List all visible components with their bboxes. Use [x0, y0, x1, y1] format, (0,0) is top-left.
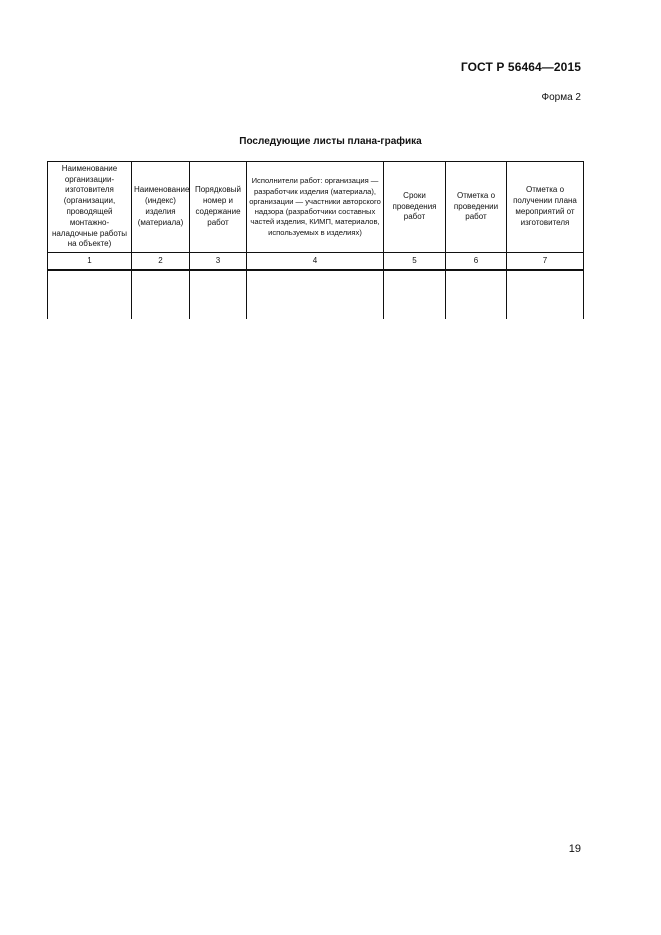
empty-data-row [48, 270, 584, 319]
column-number: 7 [507, 253, 584, 271]
document-code: ГОСТ Р 56464—2015 [460, 60, 581, 74]
column-number: 2 [132, 253, 190, 271]
column-header: Сроки проведения работ [384, 162, 446, 253]
empty-cell [384, 270, 446, 319]
empty-cell [190, 270, 247, 319]
column-number-row [48, 253, 584, 271]
empty-cell [48, 270, 132, 319]
empty-cell [446, 270, 507, 319]
column-header: Наименование (индекс) изделия (материала) [132, 162, 190, 253]
column-header: Отметка о проведении работ [446, 162, 507, 253]
column-number: 4 [247, 253, 384, 271]
form-label: Форма 2 [541, 92, 581, 103]
page-number: 19 [568, 843, 581, 855]
schedule-table [47, 161, 584, 319]
column-header: Наименование организации-изготовителя (организации, проводящей монтажно-наладочные работы на объекте) [48, 162, 132, 253]
column-header: Порядковый номер и содержание работ [190, 162, 247, 253]
column-number: 1 [48, 253, 132, 271]
empty-cell [132, 270, 190, 319]
column-header: Исполнители работ: организация — разработчик изделия (материала), организации — участники авторского надзора (разработчики составных частей изделия, КИМП, материалов, используемых в изделиях) [247, 162, 384, 253]
empty-cell [507, 270, 584, 319]
empty-cell [247, 270, 384, 319]
column-number: 5 [384, 253, 446, 271]
table-title: Последующие листы плана-графика [239, 136, 422, 147]
table-header-row [48, 162, 584, 253]
column-number: 6 [446, 253, 507, 271]
column-header: Отметка о получении плана мероприятий от изготовителя [507, 162, 584, 253]
column-number: 3 [190, 253, 247, 271]
